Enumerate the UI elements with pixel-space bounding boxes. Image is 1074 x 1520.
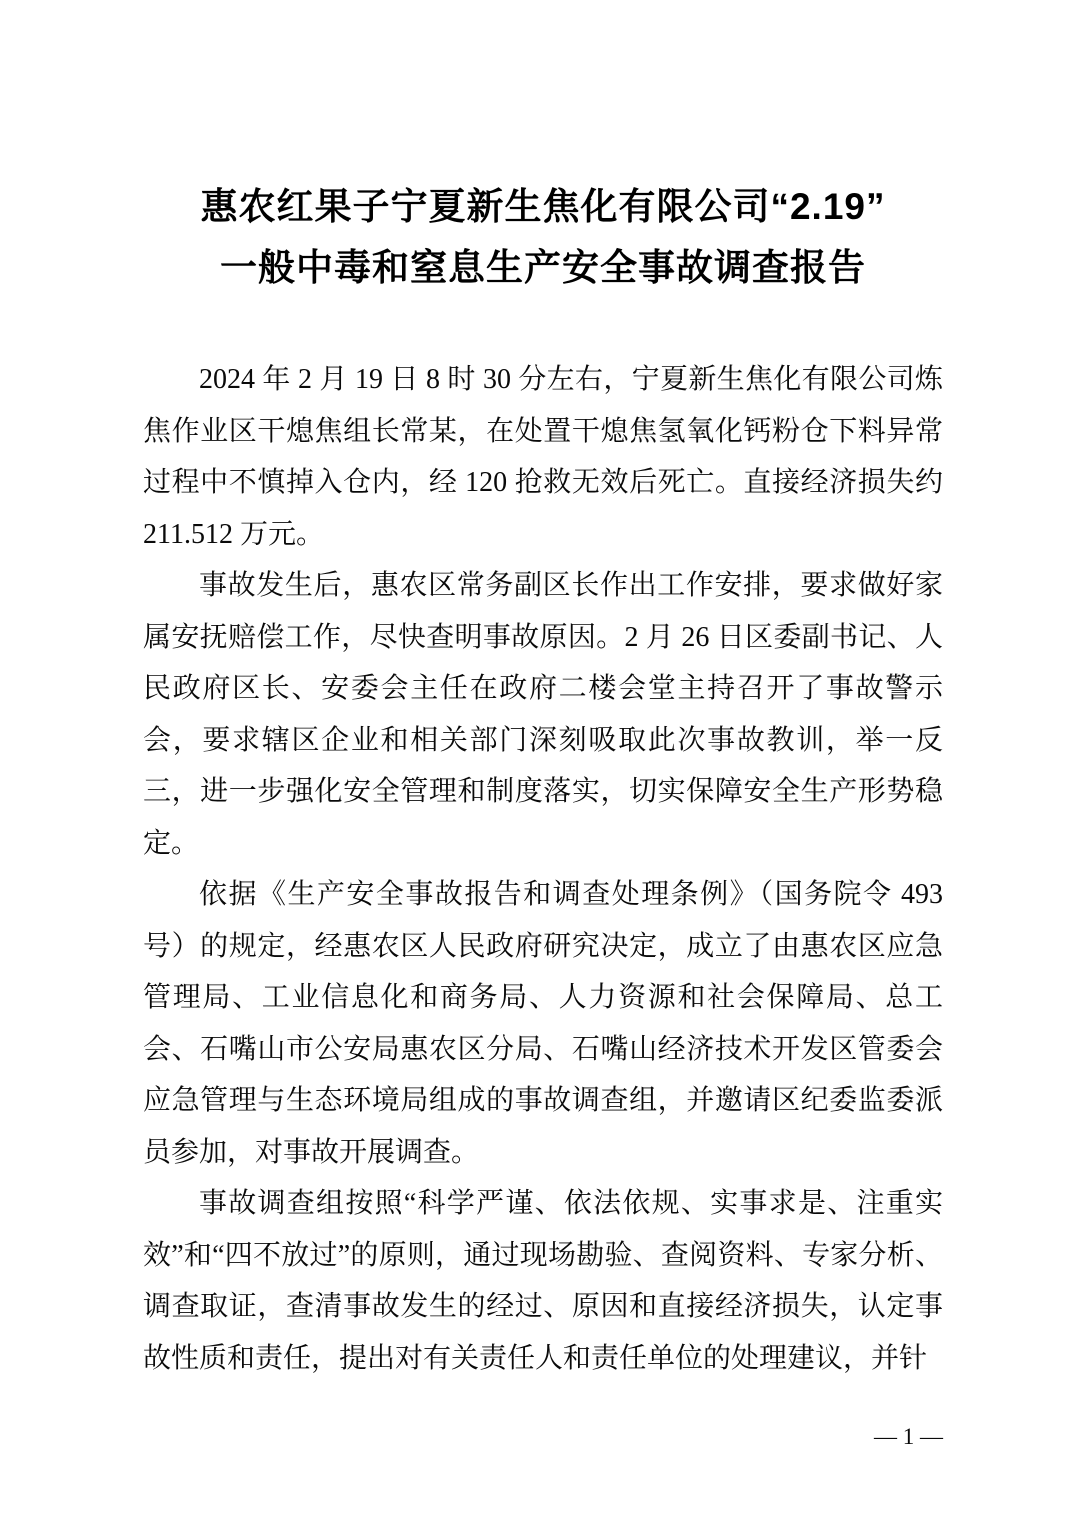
document-title bbox=[143, 176, 943, 298]
paragraph-2: 事故发生后，惠农区常务副区长作出工作安排，要求做好家属安抚赔偿工作，尽快查明事故原因。2 月 26 日区委副书记、人民政府区长、安委会主任在政府二楼会堂主持召开了事故警示会，要求辖区企业和相关部门深刻吸取此次事故教训，举一反三，进一步强化安全管理和制度落实，切实保障安全生产形势稳定。 bbox=[143, 570, 943, 859]
paragraph-3: 依据《生产安全事故报告和调查处理条例》（国务院令 493 号）的规定，经惠农区人民政府研究决定，成立了由惠农区应急管理局、工业信息化和商务局、人力资源和社会保障局、总工会、石嘴山市公安局惠农区分局、石嘴山经济技术开发区管委会应急管理与生态环境局组成的事故调查组，并邀请区纪委监委派员参加，对事故开展调查。 bbox=[143, 879, 943, 1168]
page-number: — 1 — bbox=[874, 1424, 943, 1449]
paragraph-4: 事故调查组按照“科学严谨、依法依规、实事求是、注重实效”和“四不放过”的原则，通过现场勘验、查阅资料、专家分析、调查取证，查清事故发生的经过、原因和直接经济损失，认定事故性质和责任，提出对有关责任人和责任单位的处理建议，并针 bbox=[143, 1188, 943, 1374]
document-body bbox=[143, 354, 943, 1384]
title-line-1: 惠农红果子宁夏新生焦化有限公司“2.19” bbox=[200, 186, 886, 227]
document-content bbox=[143, 176, 943, 1384]
paragraph-1: 2024 年 2 月 19 日 8 时 30 分左右，宁夏新生焦化有限公司炼焦作业区干熄焦组长常某，在处置干熄焦氢氧化钙粉仓下料异常过程中不慎掉入仓内，经 120 抢救无效后死亡。直接经济损失约 211.512 万元。 bbox=[143, 364, 943, 550]
title-line-2: 一般中毒和窒息生产安全事故调查报告 bbox=[220, 247, 866, 288]
